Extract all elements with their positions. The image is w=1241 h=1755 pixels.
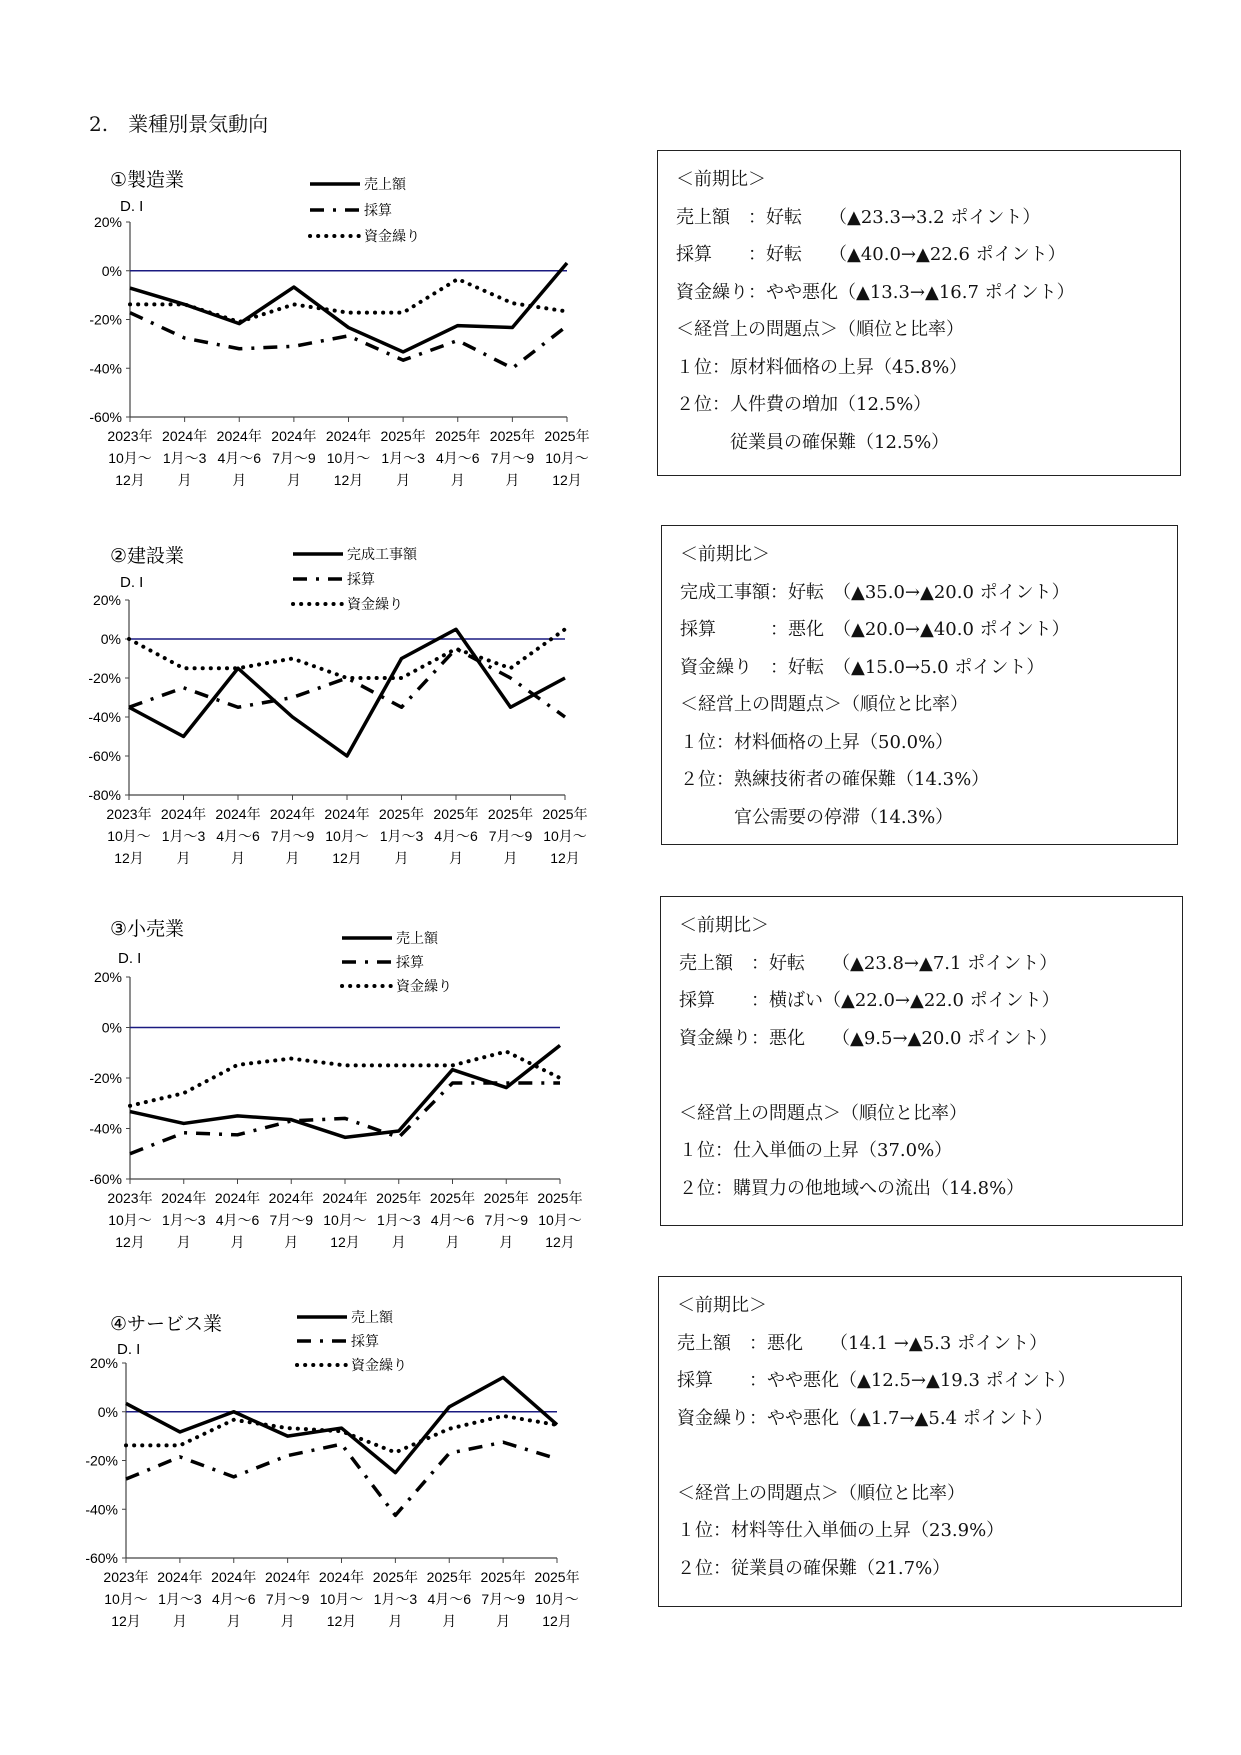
box-line: 資金繰り：悪化 （▲9.5→▲20.0 ポイント） (679, 1027, 1058, 1049)
x-tick-label: 2025年 (489, 428, 535, 444)
y-tick-label: -20% (85, 1452, 118, 1469)
x-tick-label: 7月～9 (269, 1212, 314, 1228)
x-tick-label: 2025年 (534, 1569, 580, 1585)
series-line-2 (130, 313, 567, 369)
box-line: 採算 ：悪化 （▲20.0→▲40.0 ポイント） (680, 619, 1070, 640)
chart-title: ②建設業 (110, 546, 185, 567)
x-tick-label: 月 (176, 1234, 191, 1250)
x-tick-label: 2025年 (429, 1190, 476, 1206)
box-line: １位：材料価格の上昇（50.0%） (680, 731, 954, 753)
box-line: ２位：購買力の他地域への流出（14.8%） (679, 1177, 1025, 1199)
x-tick-label: 月 (499, 1234, 514, 1250)
x-tick-label: 2024年 (269, 806, 316, 822)
box-line: 採算 ：好転 （▲40.0→▲22.6 ポイント） (676, 244, 1066, 265)
x-tick-label: 2024年 (216, 428, 262, 444)
x-tick-label: 7月～9 (488, 828, 533, 844)
x-tick-label: 月 (450, 472, 465, 488)
x-tick-label: 4月～6 (435, 450, 480, 466)
box-line: 採算 ：横ばい（▲22.0→▲22.0 ポイント） (679, 990, 1060, 1011)
series-line-2 (129, 649, 565, 717)
x-tick-label: 12月 (115, 472, 145, 488)
legend-label: 資金繰り (396, 978, 452, 994)
x-tick-label: 4月～6 (211, 1591, 256, 1607)
y-tick-label: -60% (88, 748, 121, 764)
box-line: ＜前期比＞ (676, 169, 766, 190)
x-tick-label: 2024年 (211, 1569, 257, 1585)
x-tick-label: 7月～9 (265, 1591, 310, 1607)
y-tick-label: 20% (89, 1355, 118, 1371)
x-tick-label: 7月～9 (272, 450, 316, 466)
x-tick-label: 2024年 (318, 1569, 365, 1585)
x-tick-label: 2025年 (372, 1569, 418, 1585)
x-tick-label: 12月 (115, 1234, 145, 1250)
x-tick-label: 2023年 (107, 1190, 153, 1206)
x-tick-label: 10月～ (325, 828, 369, 844)
series-line-2 (126, 1442, 557, 1515)
y-tick-label: -80% (88, 787, 121, 803)
x-tick-label: 12月 (111, 1613, 141, 1629)
series-line-1 (129, 629, 565, 756)
summary-box-manufacturing (657, 150, 1181, 476)
x-tick-label: 12月 (550, 850, 580, 866)
series-line-1 (126, 1377, 557, 1472)
box-line: 資金繰り：やや悪化（▲13.3→▲16.7 ポイント） (676, 281, 1075, 303)
box-line: １位：原材料価格の上昇（45.8%） (676, 356, 968, 378)
series-line-3 (129, 629, 565, 678)
chart-title: ③小売業 (110, 919, 185, 940)
x-tick-label: 月 (388, 1613, 403, 1629)
x-tick-label: 2025年 (483, 1190, 529, 1206)
x-tick-label: 4月～6 (215, 1212, 260, 1228)
box-line: 売上額 ：悪化 （14.1 →▲5.3 ポイント） (677, 1332, 1048, 1354)
y-tick-label: 0% (101, 1019, 122, 1036)
box-line: ＜前期比＞ (679, 915, 769, 936)
summary-box-retail (660, 896, 1183, 1226)
x-tick-label: 10月～ (108, 450, 152, 466)
box-line: 資金繰り ：好転 （▲15.0→5.0 ポイント） (680, 656, 1045, 678)
legend-label: 採算 (396, 954, 424, 970)
x-tick-label: 月 (230, 1234, 245, 1250)
y-tick-label: -20% (89, 311, 122, 328)
x-tick-label: 2024年 (215, 806, 261, 822)
x-tick-label: 10月～ (326, 450, 371, 466)
x-tick-label: 7月～9 (484, 1212, 529, 1228)
box-line: 従業員の確保難（12.5%） (676, 431, 950, 453)
x-tick-label: 月 (496, 1613, 511, 1629)
x-tick-label: 4月～6 (427, 1591, 472, 1607)
x-tick-label: 4月～6 (430, 1212, 475, 1228)
x-tick-label: 2025年 (537, 1190, 583, 1206)
x-tick-label: 10月～ (104, 1591, 148, 1607)
legend-label: 資金繰り (364, 228, 420, 244)
chart-3 (89, 918, 582, 1250)
summary-box-service (658, 1276, 1182, 1607)
x-tick-label: 10月～ (535, 1591, 579, 1607)
y-axis-label: D. I (120, 198, 144, 215)
x-tick-label: 2024年 (322, 1190, 368, 1206)
x-tick-label: 12月 (545, 1234, 575, 1250)
x-tick-label: 2023年 (103, 1569, 149, 1585)
x-tick-label: 12月 (332, 850, 362, 866)
x-tick-label: 月 (232, 472, 247, 488)
x-tick-label: 2023年 (107, 428, 153, 444)
x-tick-label: 1月～3 (161, 828, 206, 844)
x-tick-label: 2024年 (214, 1190, 261, 1206)
box-line: ＜前期比＞ (677, 1295, 767, 1316)
x-tick-label: 2024年 (162, 428, 208, 444)
x-tick-label: 月 (177, 472, 192, 488)
x-tick-label: 月 (284, 1234, 299, 1250)
box-line (677, 1441, 1181, 1479)
box-line: ＜前期比＞ (680, 544, 770, 565)
x-tick-label: 10月～ (543, 828, 587, 844)
chart-title: ①製造業 (110, 170, 185, 191)
y-tick-label: -20% (88, 670, 121, 686)
legend-label: 採算 (351, 1333, 379, 1349)
x-tick-label: 月 (505, 472, 520, 488)
x-tick-label: 月 (280, 1613, 295, 1629)
x-tick-label: 1月～3 (158, 1591, 202, 1607)
y-axis-label: D. I (117, 1341, 141, 1358)
box-line: 官公需要の停滞（14.3%） (680, 806, 954, 828)
box-line: ２位：熟練技術者の確保難（14.3%） (680, 769, 990, 790)
series-line-2 (130, 1083, 560, 1154)
x-tick-label: 月 (226, 1613, 241, 1629)
x-tick-label: 月 (503, 850, 518, 866)
box-line: 資金繰り：やや悪化（▲1.7→▲5.4 ポイント） (677, 1407, 1053, 1429)
y-tick-label: -40% (89, 360, 122, 377)
y-tick-label: -40% (88, 709, 121, 725)
x-tick-label: 10月～ (323, 1212, 367, 1228)
box-line: ＜経営上の問題点＞（順位と比率） (679, 1102, 967, 1124)
y-tick-label: -60% (85, 1550, 118, 1566)
legend-label: 資金繰り (347, 596, 403, 612)
x-tick-label: 2025年 (480, 1569, 526, 1585)
y-tick-label: -60% (89, 409, 122, 425)
x-tick-label: 12月 (333, 472, 364, 488)
series-line-1 (130, 1045, 560, 1137)
x-tick-label: 月 (396, 472, 411, 488)
legend-label: 採算 (364, 202, 392, 218)
x-tick-label: 2024年 (160, 806, 207, 822)
x-tick-label: 2025年 (542, 806, 588, 822)
x-tick-label: 月 (391, 1234, 406, 1250)
x-tick-label: 12月 (552, 472, 582, 488)
x-tick-label: 2025年 (378, 806, 425, 822)
section-heading: 2. 業種別景気動向 (89, 112, 269, 136)
x-tick-label: 2025年 (544, 428, 590, 444)
chart-1 (89, 169, 589, 488)
x-tick-label: 月 (176, 850, 191, 866)
x-tick-label: 1月～3 (381, 450, 425, 466)
x-tick-label: 10月～ (538, 1212, 582, 1228)
x-tick-label: 1月～3 (376, 1212, 421, 1228)
x-tick-label: 月 (394, 850, 409, 866)
x-tick-label: 4月～6 (434, 828, 478, 844)
x-tick-label: 12月 (330, 1234, 360, 1250)
x-tick-label: 4月～6 (216, 828, 260, 844)
legend-label: 採算 (347, 571, 375, 587)
x-tick-label: 2025年 (376, 1190, 422, 1206)
x-tick-label: 月 (285, 850, 300, 866)
box-line: ２位：従業員の確保難（21.7%） (677, 1557, 951, 1579)
x-tick-label: 10月～ (545, 450, 589, 466)
series-line-3 (130, 279, 567, 322)
x-tick-label: 2025年 (426, 1569, 472, 1585)
legend-label: 売上額 (351, 1309, 393, 1325)
y-tick-label: 0% (97, 1403, 118, 1420)
y-tick-label: 0% (100, 631, 121, 647)
y-tick-label: -20% (89, 1070, 122, 1086)
series-line-3 (130, 1051, 560, 1105)
box-line: １位：仕入単価の上昇（37.0%） (679, 1140, 953, 1161)
x-tick-label: 12月 (114, 850, 144, 866)
x-tick-label: 2024年 (325, 428, 372, 444)
x-tick-label: 7月～9 (270, 828, 315, 844)
x-tick-label: 月 (231, 850, 245, 866)
x-tick-label: 2025年 (435, 428, 481, 444)
x-tick-label: 2024年 (324, 806, 370, 822)
x-tick-label: 2024年 (265, 1569, 311, 1585)
x-tick-label: 7月～9 (490, 450, 535, 466)
x-tick-label: 2024年 (161, 1190, 207, 1206)
box-line: 完成工事額：好転 （▲35.0→▲20.0 ポイント） (680, 581, 1070, 603)
y-tick-label: -60% (89, 1171, 122, 1187)
y-tick-label: 20% (92, 592, 121, 608)
x-tick-label: 1月～3 (161, 1212, 206, 1228)
legend-label: 売上額 (364, 176, 406, 192)
x-tick-label: 2024年 (271, 428, 317, 444)
x-tick-label: 2025年 (433, 806, 479, 822)
y-tick-label: 20% (93, 969, 122, 985)
y-axis-label: D. I (120, 574, 144, 591)
box-line: 売上額 ：好転 （▲23.8→▲7.1 ポイント） (679, 952, 1058, 974)
x-tick-label: 1月～3 (373, 1591, 418, 1607)
y-axis-label: D. I (118, 950, 142, 967)
chart-title: ④サービス業 (110, 1314, 223, 1335)
box-line: 採算 ：やや悪化（▲12.5→▲19.3 ポイント） (677, 1370, 1076, 1391)
box-line: １位：材料等仕入単価の上昇（23.9%） (677, 1520, 1005, 1541)
x-tick-label: 1月～3 (162, 450, 207, 466)
x-tick-label: 2025年 (487, 806, 534, 822)
x-tick-label: 12月 (542, 1613, 572, 1629)
box-line: ２位：人件費の増加（12.5%） (676, 394, 932, 415)
box-line (679, 1061, 1182, 1099)
x-tick-label: 月 (449, 850, 463, 866)
chart-2 (88, 545, 587, 866)
x-tick-label: 2023年 (106, 806, 152, 822)
legend-label: 資金繰り (351, 1357, 407, 1373)
y-tick-label: 0% (101, 262, 122, 279)
x-tick-label: 月 (172, 1613, 187, 1629)
x-tick-label: 月 (445, 1234, 460, 1250)
box-line: 売上額 ：好転 （▲23.3→3.2 ポイント） (676, 206, 1041, 228)
x-tick-label: 月 (286, 472, 301, 488)
x-tick-label: 4月～6 (217, 450, 262, 466)
legend-label: 売上額 (396, 930, 438, 946)
y-tick-label: -40% (85, 1501, 118, 1518)
x-tick-label: 10月～ (319, 1591, 364, 1607)
box-line: ＜経営上の問題点＞（順位と比率） (677, 1482, 965, 1504)
x-tick-label: 7月～9 (481, 1591, 525, 1607)
x-tick-label: 10月～ (107, 828, 151, 844)
box-line: ＜経営上の問題点＞（順位と比率） (680, 694, 968, 715)
summary-box-construction (661, 525, 1178, 845)
series-line-3 (126, 1416, 557, 1453)
y-tick-label: 20% (93, 214, 122, 230)
box-line: ＜経営上の問題点＞（順位と比率） (676, 319, 964, 340)
legend-label: 完成工事額 (347, 546, 417, 562)
x-tick-label: 2024年 (268, 1190, 314, 1206)
x-tick-label: 2024年 (157, 1569, 203, 1585)
y-tick-label: -40% (89, 1120, 122, 1137)
chart-4 (85, 1309, 579, 1629)
x-tick-label: 12月 (326, 1613, 357, 1629)
x-tick-label: 月 (442, 1613, 457, 1629)
x-tick-label: 2025年 (380, 428, 426, 444)
x-tick-label: 1月～3 (379, 828, 424, 844)
x-tick-label: 10月～ (108, 1212, 152, 1228)
